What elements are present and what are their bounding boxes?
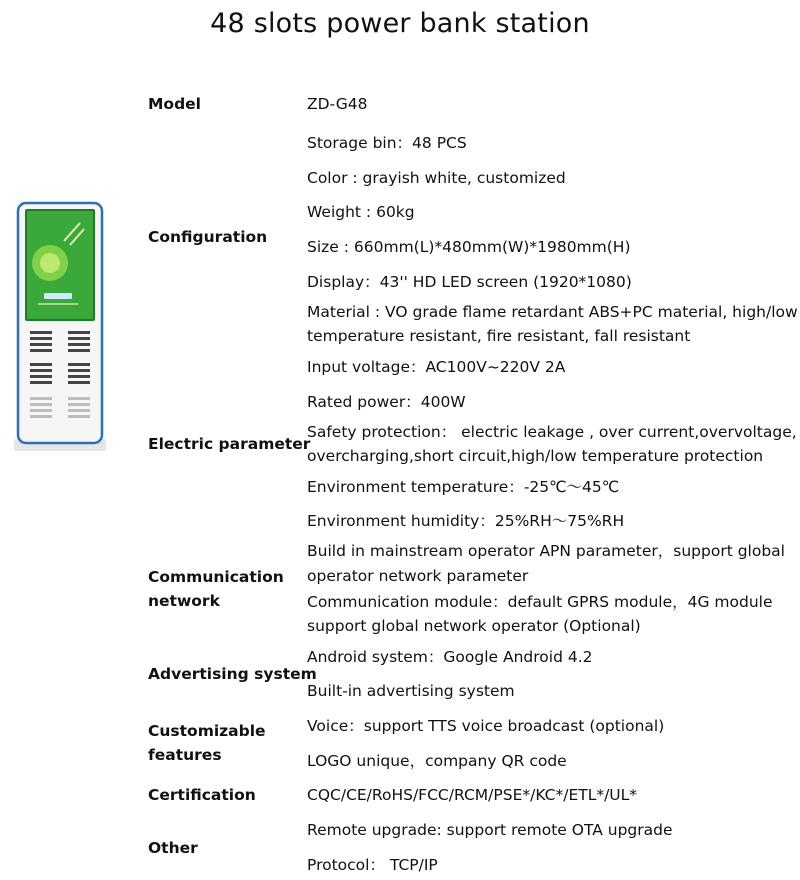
spec-label-configuration: Configuration (148, 228, 268, 246)
spec-value-env-temperature: Environment temperature：-25℃～45℃ (307, 478, 620, 496)
spec-value-voice: Voice：support TTS voice broadcast (optional) (307, 717, 665, 735)
spec-value-android: Android system：Google Android 4.2 (307, 648, 593, 666)
spec-value-size: Size : 660mm(L)*480mm(W)*1980mm(H) (307, 238, 631, 256)
spec-value-storage: Storage bin：48 PCS (307, 134, 467, 152)
spec-label-electric: Electric parameter (148, 435, 311, 453)
spec-value-certification: CQC/CE/RoHS/FCC/RCM/PSE*/KC*/ETL*/UL* (307, 786, 638, 804)
spec-label-communication-1: Communication (148, 568, 284, 586)
spec-label-certification: Certification (148, 786, 256, 804)
power-bank-kiosk-image (14, 201, 106, 453)
spec-value-comm-module: Communication module：default GPRS module，4G module (307, 593, 773, 611)
spec-value-comm-module-cont: support global network operator (Optional) (307, 617, 641, 635)
spec-label-model: Model (148, 95, 201, 113)
spec-value-rated-power: Rated power：400W (307, 393, 466, 411)
spec-value-protocol: Protocol： TCP/IP (307, 856, 438, 874)
spec-value-model: ZD-G48 (307, 95, 368, 113)
spec-value-logo: LOGO unique，company QR code (307, 752, 567, 770)
spec-label-other: Other (148, 839, 198, 857)
spec-value-safety-cont: overcharging,short circuit,high/low temperature protection (307, 447, 764, 465)
spec-label-customizable-1: Customizable (148, 722, 266, 740)
spec-value-safety: Safety protection： electric leakage , over current,overvoltage, (307, 423, 797, 441)
spec-label-customizable-2: features (148, 746, 222, 764)
spec-value-apn: Build in mainstream operator APN parameter，support global (307, 542, 785, 560)
spec-value-input-voltage: Input voltage：AC100V~220V 2A (307, 358, 566, 376)
spec-value-display: Display：43'' HD LED screen (1920*1080) (307, 273, 632, 291)
spec-value-material: Material : VO grade flame retardant ABS+PC material, high/low (307, 303, 798, 321)
spec-value-weight: Weight : 60kg (307, 203, 415, 221)
spec-label-advertising: Advertising system (148, 665, 317, 683)
spec-value-apn-cont: operator network parameter (307, 567, 529, 585)
spec-value-color: Color : grayish white, customized (307, 169, 566, 187)
spec-value-advertising: Built-in advertising system (307, 682, 515, 700)
page-title: 48 slots power bank station (210, 8, 590, 39)
spec-label-communication-2: network (148, 592, 220, 610)
spec-value-remote-upgrade: Remote upgrade: support remote OTA upgrade (307, 821, 673, 839)
spec-value-material-cont: temperature resistant, fire resistant, fall resistant (307, 327, 691, 345)
spec-value-env-humidity: Environment humidity：25%RH～75%RH (307, 512, 625, 530)
